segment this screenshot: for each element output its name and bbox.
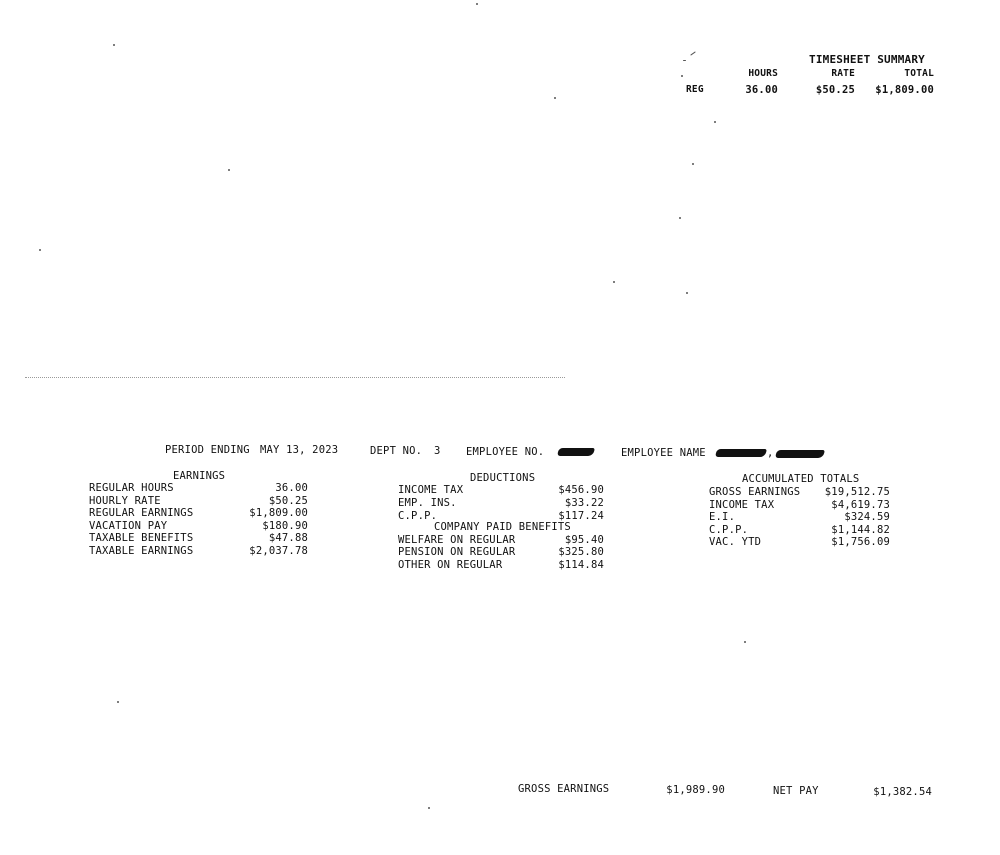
earnings-row-value: $47.88 — [268, 532, 308, 545]
accumulated-row-label: INCOME TAX — [709, 498, 775, 511]
timesheet-row-label: REG — [686, 84, 704, 95]
redacted-employee-surname — [715, 449, 767, 457]
accumulated-row-value: $1,756.09 — [831, 536, 890, 549]
timesheet-header-hours: HOURS — [748, 68, 778, 79]
redacted-employee-no — [557, 448, 595, 456]
employee-name-separator: , — [767, 447, 774, 459]
accumulated-row-value: $4,619.73 — [831, 498, 890, 511]
earnings-heading: EARNINGS — [173, 470, 226, 482]
timesheet-row-hours: 36.00 — [745, 84, 778, 96]
timesheet-row-rate: $50.25 — [815, 84, 855, 96]
deduction-row-value: $117.24 — [558, 509, 604, 522]
earnings-row-label: VACATION PAY — [89, 519, 168, 532]
accumulated-heading: ACCUMULATED TOTALS — [742, 473, 860, 485]
accumulated-row-label: E.I. — [709, 511, 736, 524]
company-benefit-row-value: $95.40 — [564, 534, 604, 546]
timesheet-row-total: $1,809.00 — [875, 84, 934, 96]
earnings-row-label: REGULAR EARNINGS — [89, 507, 194, 520]
company-benefit-row-value: $114.84 — [558, 558, 604, 571]
earnings-row-value: $1,809.00 — [249, 507, 308, 520]
deduction-row-label: C.P.P. — [398, 509, 438, 522]
earnings-row-value: $180.90 — [262, 519, 308, 532]
earnings-row-label: REGULAR HOURS — [89, 482, 174, 494]
gross-earnings-value: $1,989.90 — [666, 784, 725, 796]
dept-no-value: 3 — [434, 445, 441, 457]
company-benefit-row-label: PENSION ON REGULAR — [398, 546, 516, 559]
accumulated-row-value: $19,512.75 — [824, 486, 890, 498]
deductions-heading: DEDUCTIONS — [470, 472, 536, 484]
company-benefit-row-label: WELFARE ON REGULAR — [398, 534, 516, 546]
net-pay-value: $1,382.54 — [873, 786, 932, 798]
earnings-row-value: $50.25 — [268, 494, 308, 507]
timesheet-header-total: TOTAL — [904, 68, 934, 79]
gross-earnings-label: GROSS EARNINGS — [518, 783, 610, 795]
company-paid-benefits-heading: COMPANY PAID BENEFITS — [434, 521, 571, 533]
deduction-row-value: $456.90 — [558, 484, 604, 496]
page-fold-line — [25, 377, 565, 378]
accumulated-row-label: C.P.P. — [709, 523, 749, 536]
accumulated-row-label: GROSS EARNINGS — [709, 486, 801, 498]
employee-no-label: EMPLOYEE NO. — [466, 446, 545, 458]
accumulated-row-value: $324.59 — [844, 511, 890, 524]
earnings-row-label: TAXABLE EARNINGS — [89, 545, 194, 557]
deduction-row-value: $33.22 — [564, 496, 604, 509]
employee-name-label: EMPLOYEE NAME — [621, 447, 706, 459]
period-ending-label: PERIOD ENDING — [165, 444, 250, 456]
period-ending-value: MAY 13, 2023 — [260, 444, 339, 456]
earnings-row-value: 36.00 — [275, 482, 308, 494]
accumulated-row-value: $1,144.82 — [831, 523, 890, 536]
company-benefit-row-label: OTHER ON REGULAR — [398, 558, 503, 571]
deduction-row-label: INCOME TAX — [398, 484, 464, 496]
redacted-employee-given-name — [775, 450, 825, 458]
timesheet-header-rate: RATE — [831, 68, 855, 79]
accumulated-row-label: VAC. YTD — [709, 536, 762, 549]
deduction-row-label: EMP. INS. — [398, 496, 457, 509]
timesheet-title: TIMESHEET SUMMARY — [809, 53, 925, 66]
dept-no-label: DEPT NO. — [370, 445, 423, 457]
net-pay-label: NET PAY — [773, 785, 819, 797]
earnings-row-value: $2,037.78 — [249, 545, 308, 557]
company-benefit-row-value: $325.80 — [558, 546, 604, 559]
earnings-row-label: TAXABLE BENEFITS — [89, 532, 194, 545]
earnings-row-label: HOURLY RATE — [89, 494, 161, 507]
